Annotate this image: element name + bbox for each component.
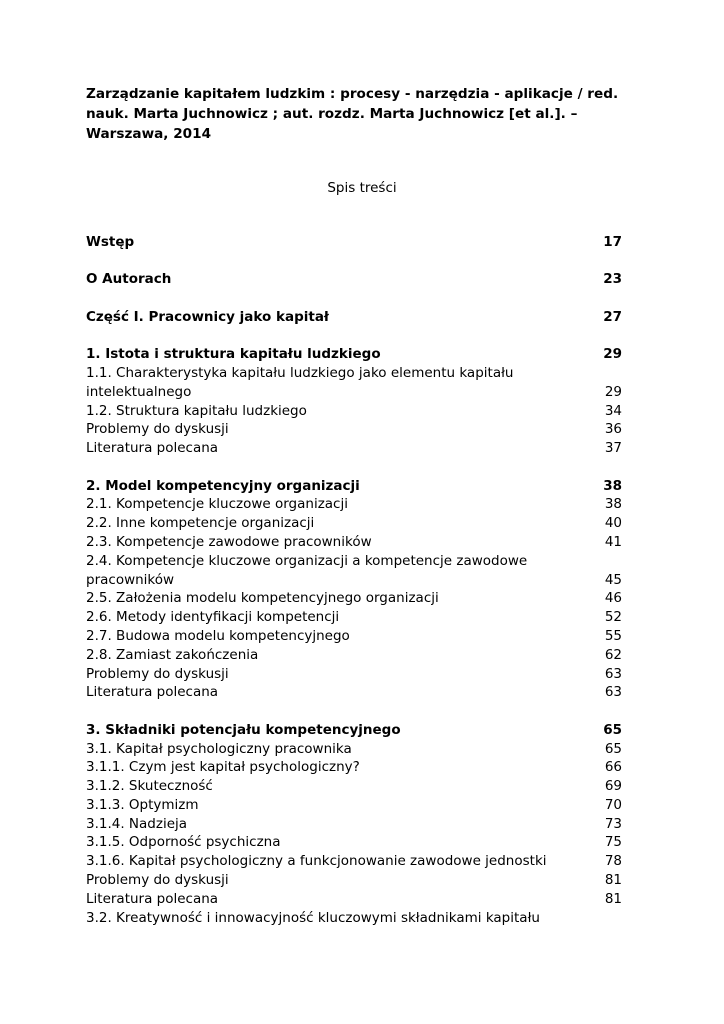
toc-entry-label: 3. Składniki potencjału kompetencyjnego <box>86 721 401 738</box>
toc-entry-label: 2. Model kompetencyjny organizacji <box>86 477 360 494</box>
toc-entry <box>86 420 622 439</box>
toc-entry-page: 70 <box>604 796 622 813</box>
toc-entry-label: 3.1.4. Nadzieja <box>86 815 188 832</box>
toc-entry-label: Literatura polecana <box>86 684 219 701</box>
toc-entry-label: 2.2. Inne kompetencje organizacji <box>86 515 315 532</box>
toc-entry-page: 17 <box>603 234 622 250</box>
toc-entry <box>86 571 622 590</box>
toc-chapter-entry <box>86 477 622 496</box>
toc-entry-label: O Autorach <box>86 271 172 288</box>
header-line: nauk. Marta Juchnowicz ; aut. rozdz. Marta Juchnowicz [et al.]. – <box>86 106 578 122</box>
toc-entry-page: 36 <box>604 421 622 438</box>
toc-entry <box>86 552 622 571</box>
toc-entry-label: intelektualnego <box>86 383 192 400</box>
toc-entry <box>86 364 622 383</box>
toc-entry-label: 2.7. Budowa modelu kompetencyjnego <box>86 627 350 644</box>
toc-entry-label: Problemy do dyskusji <box>86 665 229 682</box>
toc-entry-label: 3.1.3. Optymizm <box>86 796 199 813</box>
toc-entry-label: 2.5. Założenia modelu kompetencyjnego organizacji <box>86 590 439 607</box>
toc-entry-label: 2.1. Kompetencje kluczowe organizacji <box>86 496 348 513</box>
toc-entry-page: 41 <box>604 533 622 550</box>
toc-entry <box>86 758 622 777</box>
toc-entry-page: 65 <box>603 721 622 738</box>
toc-entry-label: 3.2. Kreatywność i innowacyjność kluczowymi składnikami kapitału <box>86 909 540 926</box>
header-line: Zarządzanie kapitałem ludzkim : procesy - narzędzia - aplikacje / red. <box>86 86 619 102</box>
toc-entry-label: 1.2. Struktura kapitału ludzkiego <box>86 402 307 419</box>
toc-entry-page: 29 <box>603 346 622 363</box>
toc-chapter-entry <box>86 233 622 252</box>
toc-entry-page: 78 <box>604 853 622 870</box>
toc-entry <box>86 533 622 552</box>
toc-entry <box>86 815 622 834</box>
toc-entry-label: 3.1.1. Czym jest kapitał psychologiczny? <box>86 759 360 776</box>
toc-entry <box>86 777 622 796</box>
toc-entry <box>86 833 622 852</box>
toc-entry-page: 34 <box>604 402 622 419</box>
toc-entry <box>86 439 622 458</box>
toc-entry-page: 27 <box>603 308 622 325</box>
toc-entry <box>86 683 622 702</box>
toc-entry <box>86 495 622 514</box>
toc-entry <box>86 646 622 665</box>
toc-entry <box>86 740 622 759</box>
toc-entry-page: 38 <box>603 477 622 494</box>
toc-entry-page: 40 <box>604 515 622 532</box>
toc-entry-page: 81 <box>604 872 622 889</box>
toc-entry-label: 3.1.6. Kapitał psychologiczny a funkcjonowanie zawodowe jednostki <box>86 853 547 870</box>
toc-entry-label: Część I. Pracownicy jako kapitał <box>86 308 329 325</box>
toc-entry <box>86 852 622 871</box>
toc-entry-label: 1.1. Charakterystyka kapitału ludzkiego jako elementu kapitału <box>86 364 514 381</box>
toc-entry-label: 3.1.2. Skuteczność <box>86 778 213 795</box>
toc-entry <box>86 627 622 646</box>
toc-entry-page: 23 <box>603 271 622 288</box>
toc-entry-page: 75 <box>604 834 622 851</box>
toc-entry-page: 62 <box>604 646 622 663</box>
toc-chapter-entry <box>86 308 622 327</box>
toc-entry-page: 37 <box>604 440 622 457</box>
toc-entry-page: 63 <box>604 665 622 682</box>
toc-entry <box>86 514 622 533</box>
toc-entry-page: 45 <box>604 571 622 588</box>
toc-entry <box>86 796 622 815</box>
toc-entry <box>86 871 622 890</box>
toc-entry <box>86 589 622 608</box>
toc-entry-label: 2.6. Metody identyfikacji kompetencji <box>86 609 340 626</box>
toc-chapter-entry <box>86 345 622 364</box>
table-of-contents <box>86 233 622 927</box>
toc-entry-page: 65 <box>604 740 622 757</box>
toc-entry-page: 81 <box>604 890 622 907</box>
toc-entry-page: 63 <box>604 684 622 701</box>
toc-entry-page: 52 <box>604 609 622 626</box>
toc-entry-label: Wstęp <box>86 234 135 250</box>
toc-chapter-entry <box>86 270 622 289</box>
toc-chapter-entry <box>86 721 622 740</box>
toc-entry-page: 66 <box>604 759 622 776</box>
toc-entry-label: 3.1.5. Odporność psychiczna <box>86 834 281 851</box>
toc-entry-label: 2.8. Zamiast zakończenia <box>86 646 259 663</box>
toc-entry-label: Problemy do dyskusji <box>86 421 229 438</box>
bibliographic-header <box>86 84 626 144</box>
toc-entry-page: 29 <box>604 383 622 400</box>
toc-entry <box>86 890 622 909</box>
toc-entry-label: pracowników <box>86 571 175 588</box>
toc-title: Spis treści <box>327 180 397 196</box>
toc-entry-page: 55 <box>604 627 622 644</box>
toc-entry-page: 69 <box>604 778 622 795</box>
toc-entry-label: 3.1. Kapitał psychologiczny pracownika <box>86 740 352 757</box>
toc-entry <box>86 665 622 684</box>
toc-entry-label: Literatura polecana <box>86 890 219 907</box>
toc-entry <box>86 383 622 402</box>
toc-entry-label: Problemy do dyskusji <box>86 872 229 889</box>
toc-entry-page: 46 <box>604 590 622 607</box>
toc-entry <box>86 608 622 627</box>
toc-entry <box>86 402 622 421</box>
header-line: Warszawa, 2014 <box>86 126 212 142</box>
toc-entry-label: 1. Istota i struktura kapitału ludzkiego <box>86 346 381 363</box>
toc-entry <box>86 909 622 928</box>
toc-entry-label: 2.3. Kompetencje zawodowe pracowników <box>86 533 372 550</box>
toc-entry-label: 2.4. Kompetencje kluczowe organizacji a kompetencje zawodowe <box>86 552 528 569</box>
toc-entry-label: Literatura polecana <box>86 440 219 457</box>
toc-entry-page: 38 <box>604 496 622 513</box>
toc-entry-page: 73 <box>604 815 622 832</box>
